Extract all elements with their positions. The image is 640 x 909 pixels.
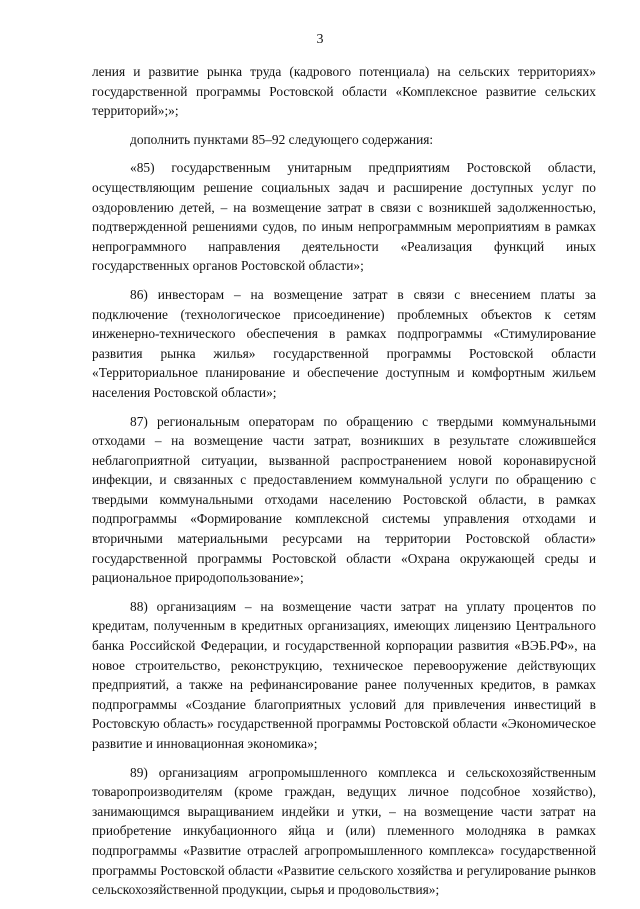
paragraph-item-86: 86) инвесторам – на возмещение затрат в связи с внесением платы за подключение (технологическое присоединение) проблемных объектов к сетям инженерно-технического обеспечения в рамках подпрограммы «Стимулирование развития рынка жилья» государственной программы Ростовской области «Территориальное планирование и обеспечение доступным и комфортным жильем населения Ростовской области»;	[92, 286, 596, 400]
paragraph-item-89: 89) организациям агропромышленного комплекса и сельскохозяйственным товаропроизводителям (кроме граждан, ведущих личное подсобное хозяйство), занимающимся выращиванием индейки и утки, – на возмещение части затрат на приобретение инкубационного яйца и (или) племенного молодняка в рамках подпрограммы «Развитие отраслей агропромышленного комплекса» государственной программы Ростовской области «Развитие сельского хозяйства и регулирование рынков сельскохозяйственной продукции, сырья и продовольствия»;	[92, 764, 596, 898]
paragraph-item-85: «85) государственным унитарным предприятиям Ростовской области, осуществляющим решение социальных задач и расширение доступных услуг по оздоровлению детей, – на возмещение затрат в связи с возникшей задолженностью, подтвержденной решениями судов, по иным непрограммным мероприятиям в рамках непрограммного направления деятельности «Реализация функций иных государственных органов Ростовской области»;	[92, 160, 596, 274]
document-body	[92, 62, 596, 909]
paragraph-continuation: ления и развитие рынка труда (кадрового потенциала) на сельских территориях» государственной программы Ростовской области «Комплексное развитие сельских территорий»;»;	[92, 64, 596, 119]
paragraph-amendment-intro: дополнить пунктами 85–92 следующего содержания:	[130, 131, 434, 147]
page-number: 3	[316, 32, 324, 47]
paragraph-item-88: 88) организациям – на возмещение части затрат на уплату процентов по кредитам, полученным в кредитных организациях, имеющих лицензию Центрального банка Российской Федерации, и государственной корпорации развития «ВЭБ.РФ», на новое строительство, реконструкцию, техническое перевооружение действующих предприятий, а также на рефинансирование ранее полученных кредитов, в рамках подпрограммы «Создание благоприятных условий для привлечения инвестиций в Ростовскую область» государственной программы Ростовской области «Экономическое развитие и инновационная экономика»;	[92, 598, 596, 751]
paragraph-item-87: 87) региональным операторам по обращению с твердыми коммунальными отходами – на возмещение части затрат, возникших в результате сложившейся неблагоприятной ситуации, вызванной распространением новой коронавирусной инфекции, и связанных с предоставлением коммунальной услуги по обращению с твердыми коммунальными отходами населению Ростовской области, в рамках подпрограммы «Формирование комплексной системы управления отходами и вторичными материальными ресурсами на территории Ростовской области» государственной программы Ростовской области «Охрана окружающей среды и рациональное природопользование»;	[92, 413, 596, 586]
